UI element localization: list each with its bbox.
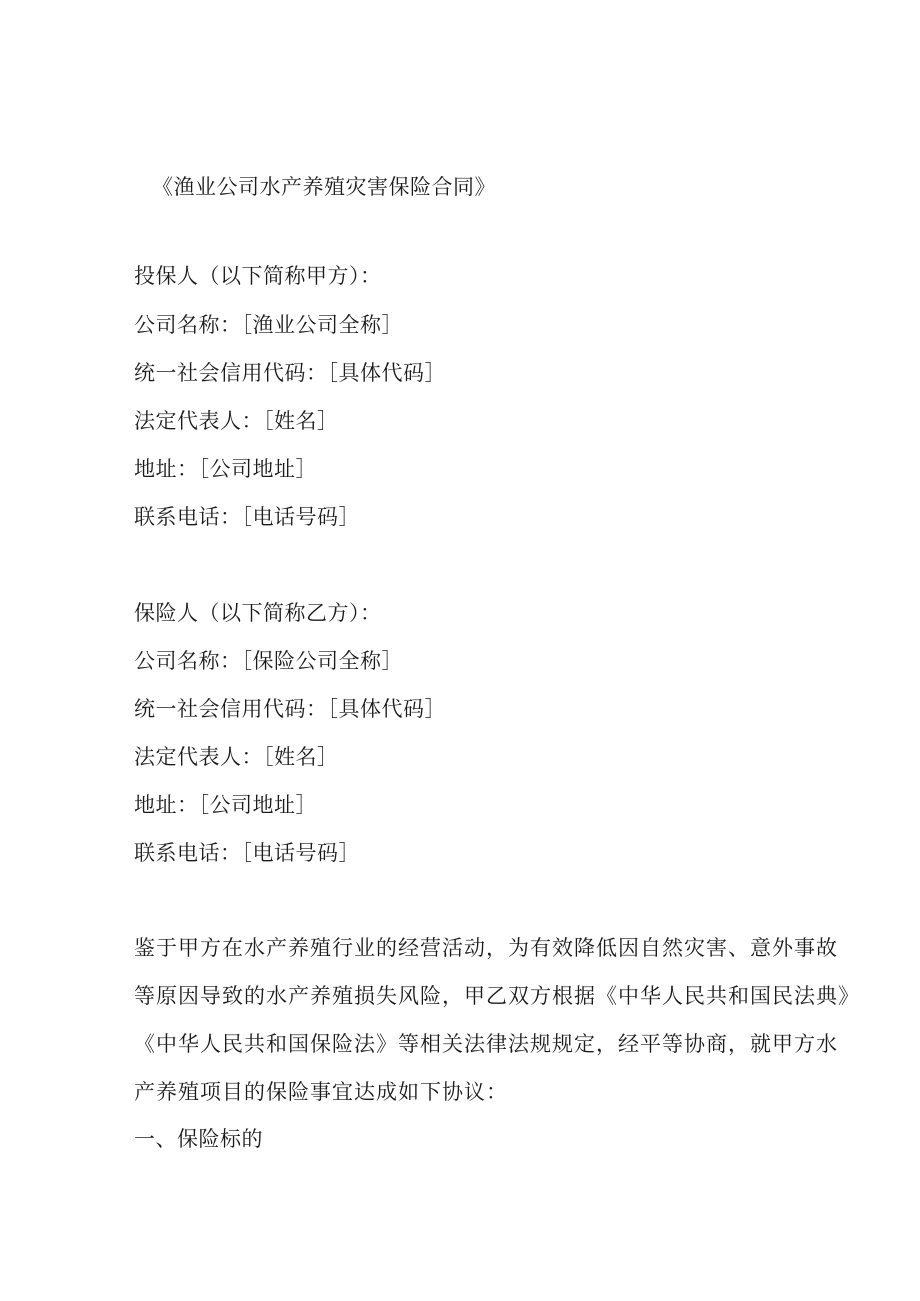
party-a-address: 地址：［公司地址］	[134, 457, 317, 481]
preamble-line: 《中华人民共和国保险法》等相关法律法规规定，经平等协商，就甲方水	[134, 1032, 838, 1056]
party-b-legal-rep: 法定代表人：［姓名］	[134, 745, 339, 769]
preamble-line: 鉴于甲方在水产养殖行业的经营活动，为有效降低因自然灾害、意外事故	[134, 936, 838, 960]
section-1-heading: 一、保险标的	[134, 1127, 263, 1151]
party-a-legal-rep: 法定代表人：［姓名］	[134, 409, 339, 433]
party-a-phone: 联系电话：［电话号码］	[134, 505, 360, 529]
party-b-credit-code: 统一社会信用代码：［具体代码］	[134, 697, 446, 721]
preamble-line: 等原因导致的水产养殖损失风险，甲乙双方根据《中华人民共和国民法典》	[134, 984, 860, 1008]
document-title: 《渔业公司水产养殖灾害保险合同》	[152, 175, 496, 199]
party-b-address: 地址：［公司地址］	[134, 793, 317, 817]
party-a-company-name: 公司名称：［渔业公司全称］	[134, 313, 403, 337]
party-b-phone: 联系电话：［电话号码］	[134, 841, 360, 865]
party-a-heading: 投保人（以下简称甲方）：	[134, 264, 382, 288]
party-b-heading: 保险人（以下简称乙方）：	[134, 601, 382, 625]
preamble-paragraph	[134, 924, 860, 1116]
preamble-line: 产养殖项目的保险事宜达成如下协议：	[134, 1080, 508, 1104]
party-b-company-name: 公司名称：［保险公司全称］	[134, 649, 403, 673]
party-a-credit-code: 统一社会信用代码：［具体代码］	[134, 361, 446, 385]
